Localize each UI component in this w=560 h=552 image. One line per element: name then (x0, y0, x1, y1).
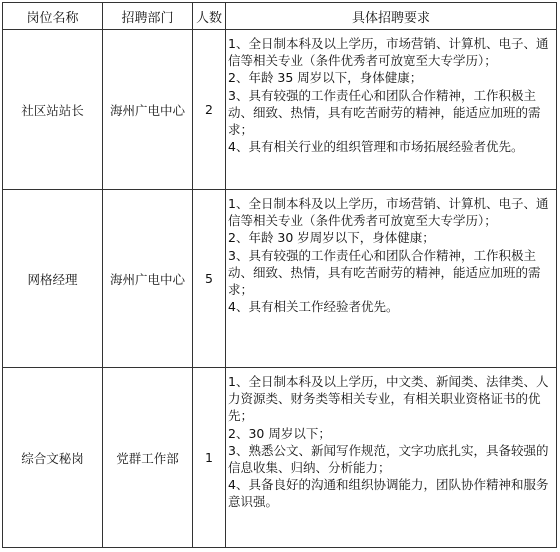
requirement-item: 4、具有相关行业的组织管理和市场拓展经验者优先。 (228, 139, 524, 155)
count-cell: 5 (193, 190, 226, 368)
table-row (3, 368, 557, 548)
header-department: 招聘部门 (103, 3, 193, 30)
requirement-item: 2、年龄 30 岁周岁以下，身体健康； (228, 230, 435, 246)
table-row (3, 190, 557, 368)
requirements-cell (226, 30, 557, 190)
position-cell: 网格经理 (3, 190, 103, 368)
requirement-item: 2、年龄 35 周岁以下，身体健康； (228, 70, 423, 86)
header-count: 人数 (193, 3, 226, 30)
header-requirements: 具体招聘要求 (226, 3, 557, 30)
requirements-cell (226, 368, 557, 548)
requirement-item: 4、具备良好的沟通和组织协调能力，团队协作精神和服务意识强。 (228, 477, 549, 510)
header-row (3, 3, 557, 30)
requirement-item: 1、全日制本科及以上学历，中文类、新闻类、法律类、人力资源类、财务类等相关专业，有相关职业资格证书的优先； (228, 374, 549, 424)
requirements-cell (226, 190, 557, 368)
requirement-item: 3、具有较强的工作责任心和团队合作精神，工作积极主动、细致、热情，具有吃苦耐劳的精神，能适应加班的需求； (228, 247, 541, 298)
department-cell: 海州广电中心 (103, 30, 193, 190)
position-cell: 社区站站长 (3, 30, 103, 190)
requirement-item: 4、具有相关工作经验者优先。 (228, 299, 399, 315)
requirement-item: 2、30 周岁以下； (228, 425, 331, 441)
department-cell: 海州广电中心 (103, 190, 193, 368)
position-cell: 综合文秘岗 (3, 368, 103, 548)
requirement-item: 1、全日制本科及以上学历，市场营销、计算机、电子、通信等相关专业（条件优秀者可放宽至大专学历）； (228, 36, 549, 69)
table-row (3, 30, 557, 190)
requirement-item: 3、具有较强的工作责任心和团队合作精神，工作积极主动、细致、热情，具有吃苦耐劳的精神，能适应加班的需求； (228, 87, 541, 138)
recruitment-table (2, 2, 557, 548)
count-cell: 1 (193, 368, 226, 548)
department-cell: 党群工作部 (103, 368, 193, 548)
header-position: 岗位名称 (3, 3, 103, 30)
requirement-item: 1、全日制本科及以上学历，市场营销、计算机、电子、通信等相关专业（条件优秀者可放宽至大专学历）； (228, 196, 549, 229)
count-cell: 2 (193, 30, 226, 190)
requirement-item: 3、熟悉公文、新闻写作规范，文字功底扎实，具备较强的信息收集、归纳、分析能力； (228, 442, 549, 476)
